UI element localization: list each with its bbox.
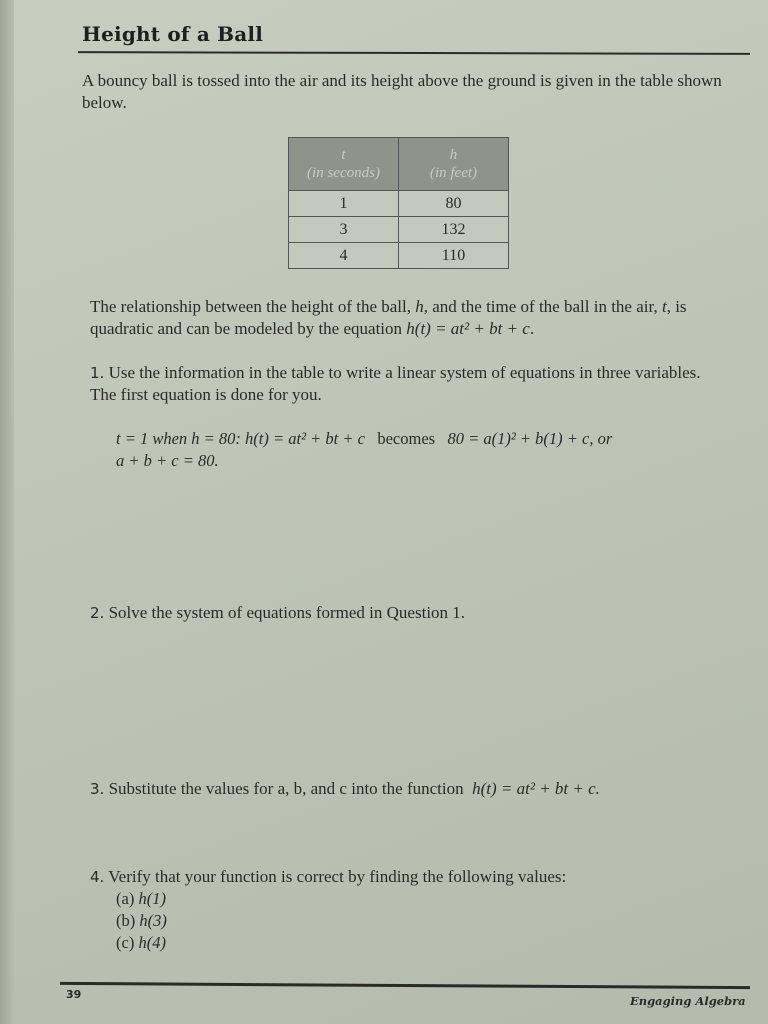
title-divider <box>78 51 750 55</box>
subpart-a <box>116 888 166 910</box>
variable-h: h <box>415 297 424 316</box>
example-given: t = 1 when h = 80: h(t) = at² + bt + c <box>116 429 365 448</box>
question-text: Substitute the values for a, b, and c into the function <box>108 779 464 798</box>
subpart-value: h(1) <box>138 889 166 908</box>
table-header-height <box>399 138 509 191</box>
example-substitution: 80 = a(1)² + b(1) + c, or <box>447 429 613 448</box>
subpart-value: h(3) <box>139 911 167 930</box>
table-row <box>289 217 509 243</box>
example-line-2 <box>116 450 716 472</box>
table-cell: 110 <box>399 243 509 269</box>
table-header-var: t <box>341 147 346 163</box>
table-header-unit: (in seconds) <box>307 165 380 181</box>
example-line-1 <box>116 428 716 450</box>
subpart-value: h(4) <box>138 933 166 952</box>
table-header-row <box>289 138 509 191</box>
question-4 <box>90 866 710 888</box>
question-text: Solve the system of equations formed in Question 1. <box>108 603 466 622</box>
data-table <box>288 137 509 269</box>
relationship-text: , is quadratic and can be modeled by the equation <box>90 297 687 338</box>
relationship-text: , and the time of the ball in the air, <box>423 297 662 316</box>
table-header-unit: (in feet) <box>429 165 478 181</box>
page-title: Height of a Ball <box>82 22 264 46</box>
subpart-b <box>116 910 167 932</box>
relationship-text: The relationship between the height of the ball, <box>90 297 416 316</box>
page-edge-shadow <box>0 0 14 1024</box>
example-becomes: becomes <box>377 429 436 448</box>
table-header-time <box>289 138 399 191</box>
table-cell: 1 <box>289 191 399 217</box>
subpart-c <box>116 932 166 954</box>
intro-paragraph: A bouncy ball is tossed into the air and its height above the ground is given in the table shown below. <box>82 71 722 112</box>
table-cell: 4 <box>289 243 399 269</box>
variable-t: t <box>661 297 667 316</box>
book-title: Engaging Algebra <box>630 994 746 1008</box>
quadratic-equation: h(t) = at² + bt + c <box>406 319 530 338</box>
table-row <box>289 243 509 269</box>
subpart-label: (a) <box>116 889 135 908</box>
relationship-end: . <box>529 319 535 338</box>
question-2 <box>90 602 710 624</box>
example-result: a + b + c = 80. <box>116 451 219 470</box>
question-3 <box>90 778 730 800</box>
question-number: 4. <box>90 868 105 886</box>
worked-example <box>116 428 716 472</box>
table-row <box>289 191 509 217</box>
table-header-var: h <box>449 147 458 163</box>
question-1 <box>90 362 710 406</box>
subpart-label: (c) <box>116 933 135 952</box>
subpart-label: (b) <box>116 911 136 930</box>
question-number: 2. <box>90 604 105 622</box>
question-text: Verify that your function is correct by finding the following values: <box>108 867 567 886</box>
relationship-paragraph <box>90 296 720 340</box>
question-text: Use the information in the table to write a linear system of equations in three variables. The first equation is done for you. <box>90 363 701 404</box>
question-number: 3. <box>90 780 105 798</box>
table-cell: 132 <box>399 217 509 243</box>
table-cell: 3 <box>289 217 399 243</box>
function-equation: h(t) = at² + bt + c. <box>472 779 600 798</box>
question-number: 1. <box>90 364 105 382</box>
table-cell: 80 <box>399 191 509 217</box>
page-number: 39 <box>66 988 82 1001</box>
footer-divider <box>60 982 750 989</box>
